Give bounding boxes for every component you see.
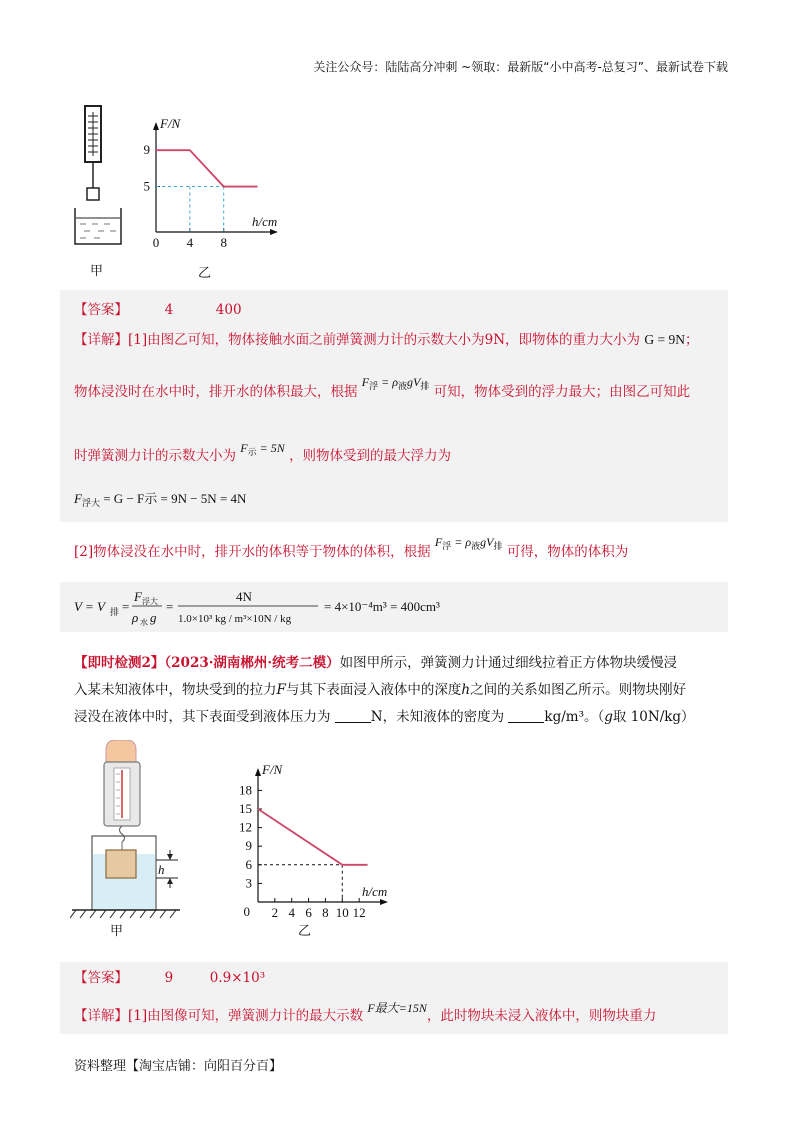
x-axis-label: h/cm [362,884,388,899]
detail1-line3 [74,441,452,466]
detail1-text3b: ，则物体受到的最大浮力为 [289,448,452,464]
formula-buoyancy: $F_浮 = \rho_液gV_排$ [361,375,430,391]
svg-text:=: = [166,599,174,614]
var-g: g [604,709,613,725]
x-tick-label: 10 [335,905,349,920]
x-tick-label: 8 [220,235,227,250]
answer2-value-2: 0.9×10³ [209,970,266,986]
answer1-value-2: 400 [215,302,242,318]
formula-F-max: F最大=15N [367,1001,427,1015]
detail2-text: [1]由图像可知，弹簧测力计的最大示数 [128,1008,364,1024]
formula-buoyancy-2: $F_浮 = \rho_液gV_排$ [434,535,503,551]
svg-text:V = V: V = V [74,599,105,614]
figure1-right-caption: 乙 [198,266,212,281]
check2-text3b: N，未知液体的密度为 [370,709,505,725]
check2-source: （2023·湖南郴州·统考二模） [164,655,340,671]
var-h: h [461,682,471,698]
y-tick-label: 3 [245,875,252,891]
footer: 资料整理【淘宝店铺：向阳百分百】 [74,1059,283,1074]
check2-text2b: 与其下表面浸入液体中的深度 [285,682,462,698]
detail2-tag: 【详解】 [74,1008,128,1024]
detail1-text2b: 可知，物体受到的浮力最大；由图乙可知此 [433,384,691,400]
y-tick-label: 5 [143,178,150,194]
formula-max-buoyancy-rest: = G − F示 = 9N − 5N = 4N [103,491,247,506]
x-tick-label: 4 [288,905,295,920]
answer1-tag: 【答案】 [74,302,128,318]
x-tick-label: 4 [186,235,194,250]
svg-text:h: h [158,862,165,877]
check2-question [74,650,734,731]
detail1-punct: ； [684,332,699,348]
answer2-row [74,966,265,986]
x-axis-arrow [270,229,278,235]
y-tick-label: 12 [239,819,252,835]
detail1-tag: 【详解】 [74,332,128,348]
y-tick-label: 9 [143,142,150,158]
svg-text:浮大: 浮大 [142,597,158,606]
detail1-text5b: 可得，物体的体积为 [506,544,629,560]
detail1-line5 [74,535,629,562]
check2-text1: 如图甲所示，弹簧测力计通过细线拉着正方体物块缓慢浸 [339,655,678,671]
series-line [156,150,258,186]
svg-text:=: = [122,599,130,614]
x-tick-label: 6 [305,905,312,920]
spring-scale-beaker-illustration [70,104,130,254]
svg-text:F: F [134,589,142,604]
y-tick-label: 6 [245,856,252,872]
figure1-left-caption: 甲 [90,264,104,279]
header-note: 关注公众号：陆陆高分冲刺 ~领取：最新版“小中高考-总复习”、最新试卷下载 [313,60,728,74]
check2-tag: 【即时检测2】 [74,655,165,671]
figure2-right-caption: 乙 [298,924,312,939]
y-tick-label: 18 [239,782,252,798]
series-line [258,809,368,865]
svg-text:水: 水 [140,618,148,627]
answer-blank-2[interactable] [508,708,544,723]
answer-blank-1[interactable] [335,708,371,723]
check2-text2c: 之间的关系如图乙所示。则物块刚好 [470,682,687,698]
check2-text3d: 取 10N/kg） [612,709,695,725]
svg-text:排: 排 [110,608,120,618]
figure1 [70,104,278,284]
detail2-line1 [74,1001,657,1024]
y-axis-arrow [153,122,159,130]
answer1-value-1: 4 [164,302,174,318]
figure2-left-caption: 甲 [110,924,124,939]
detail1-text: [1]由图乙可知，物体接触水面之前弹簧测力计的示数大小为9N，即物体的重力大小为 [128,332,641,348]
detail1-line4 [74,488,246,509]
spring-scale-cube-illustration [70,740,220,920]
volume-formula [74,584,494,630]
detail2-text-end: ，此时物块未浸入液体中，则物块重力 [426,1008,657,1024]
y-tick-label: 9 [245,838,252,854]
x-tick-label: 0 [152,235,160,250]
answer1-row [74,298,242,318]
y-axis-label: F/N [262,762,283,777]
answer2-tag: 【答案】 [74,970,128,986]
svg-text:1.0×10³ kg / m³×10N / kg: 1.0×10³ kg / m³×10N / kg [178,613,292,625]
origin-label: 0 [243,904,250,919]
var-F: F [276,682,286,698]
formula-F-reading: $F_示 = 5N$ [240,441,285,457]
figure2 [70,740,430,940]
svg-text:ρ: ρ [132,610,139,625]
svg-text:= 4×10⁻⁴m³ = 400cm³: = 4×10⁻⁴m³ = 400cm³ [324,599,440,614]
detail1-line1 [74,328,698,348]
check2-text3: 浸没在液体中时，其下表面受到液体压力为 [74,709,331,725]
svg-text:g: g [150,610,157,625]
svg-text:4N: 4N [236,589,252,604]
force-depth-chart-2 [232,760,412,930]
x-axis-label: h/cm [252,214,278,229]
x-axis-arrow [380,899,388,905]
y-axis-label: F/N [160,116,181,131]
y-axis-arrow [255,768,261,776]
check2-text2: 入某未知液体中，物块受到的拉力 [74,682,277,698]
y-tick-label: 15 [239,801,252,816]
answer2-value-1: 9 [164,970,174,986]
formula-G: G = 9N [644,332,685,347]
detail1-text5a: [2]物体浸没在水中时，排开水的体积等于物体的体积，根据 [74,544,431,560]
detail1-text3a: 时弹簧测力计的示数大小为 [74,448,236,464]
force-depth-chart-1 [138,114,288,254]
x-tick-label: 2 [271,905,279,920]
x-tick-label: 8 [322,905,329,920]
detail1-line2 [74,375,691,402]
check2-text3c: kg/m³。（ [544,709,605,725]
detail1-text2a: 物体浸没时在水中时，排开水的体积最大，根据 [74,384,358,400]
formula-max-buoyancy: $F_{浮大} = G - F$示 = 9N − 5N = 4N [74,491,247,508]
x-tick-label: 12 [352,905,366,920]
